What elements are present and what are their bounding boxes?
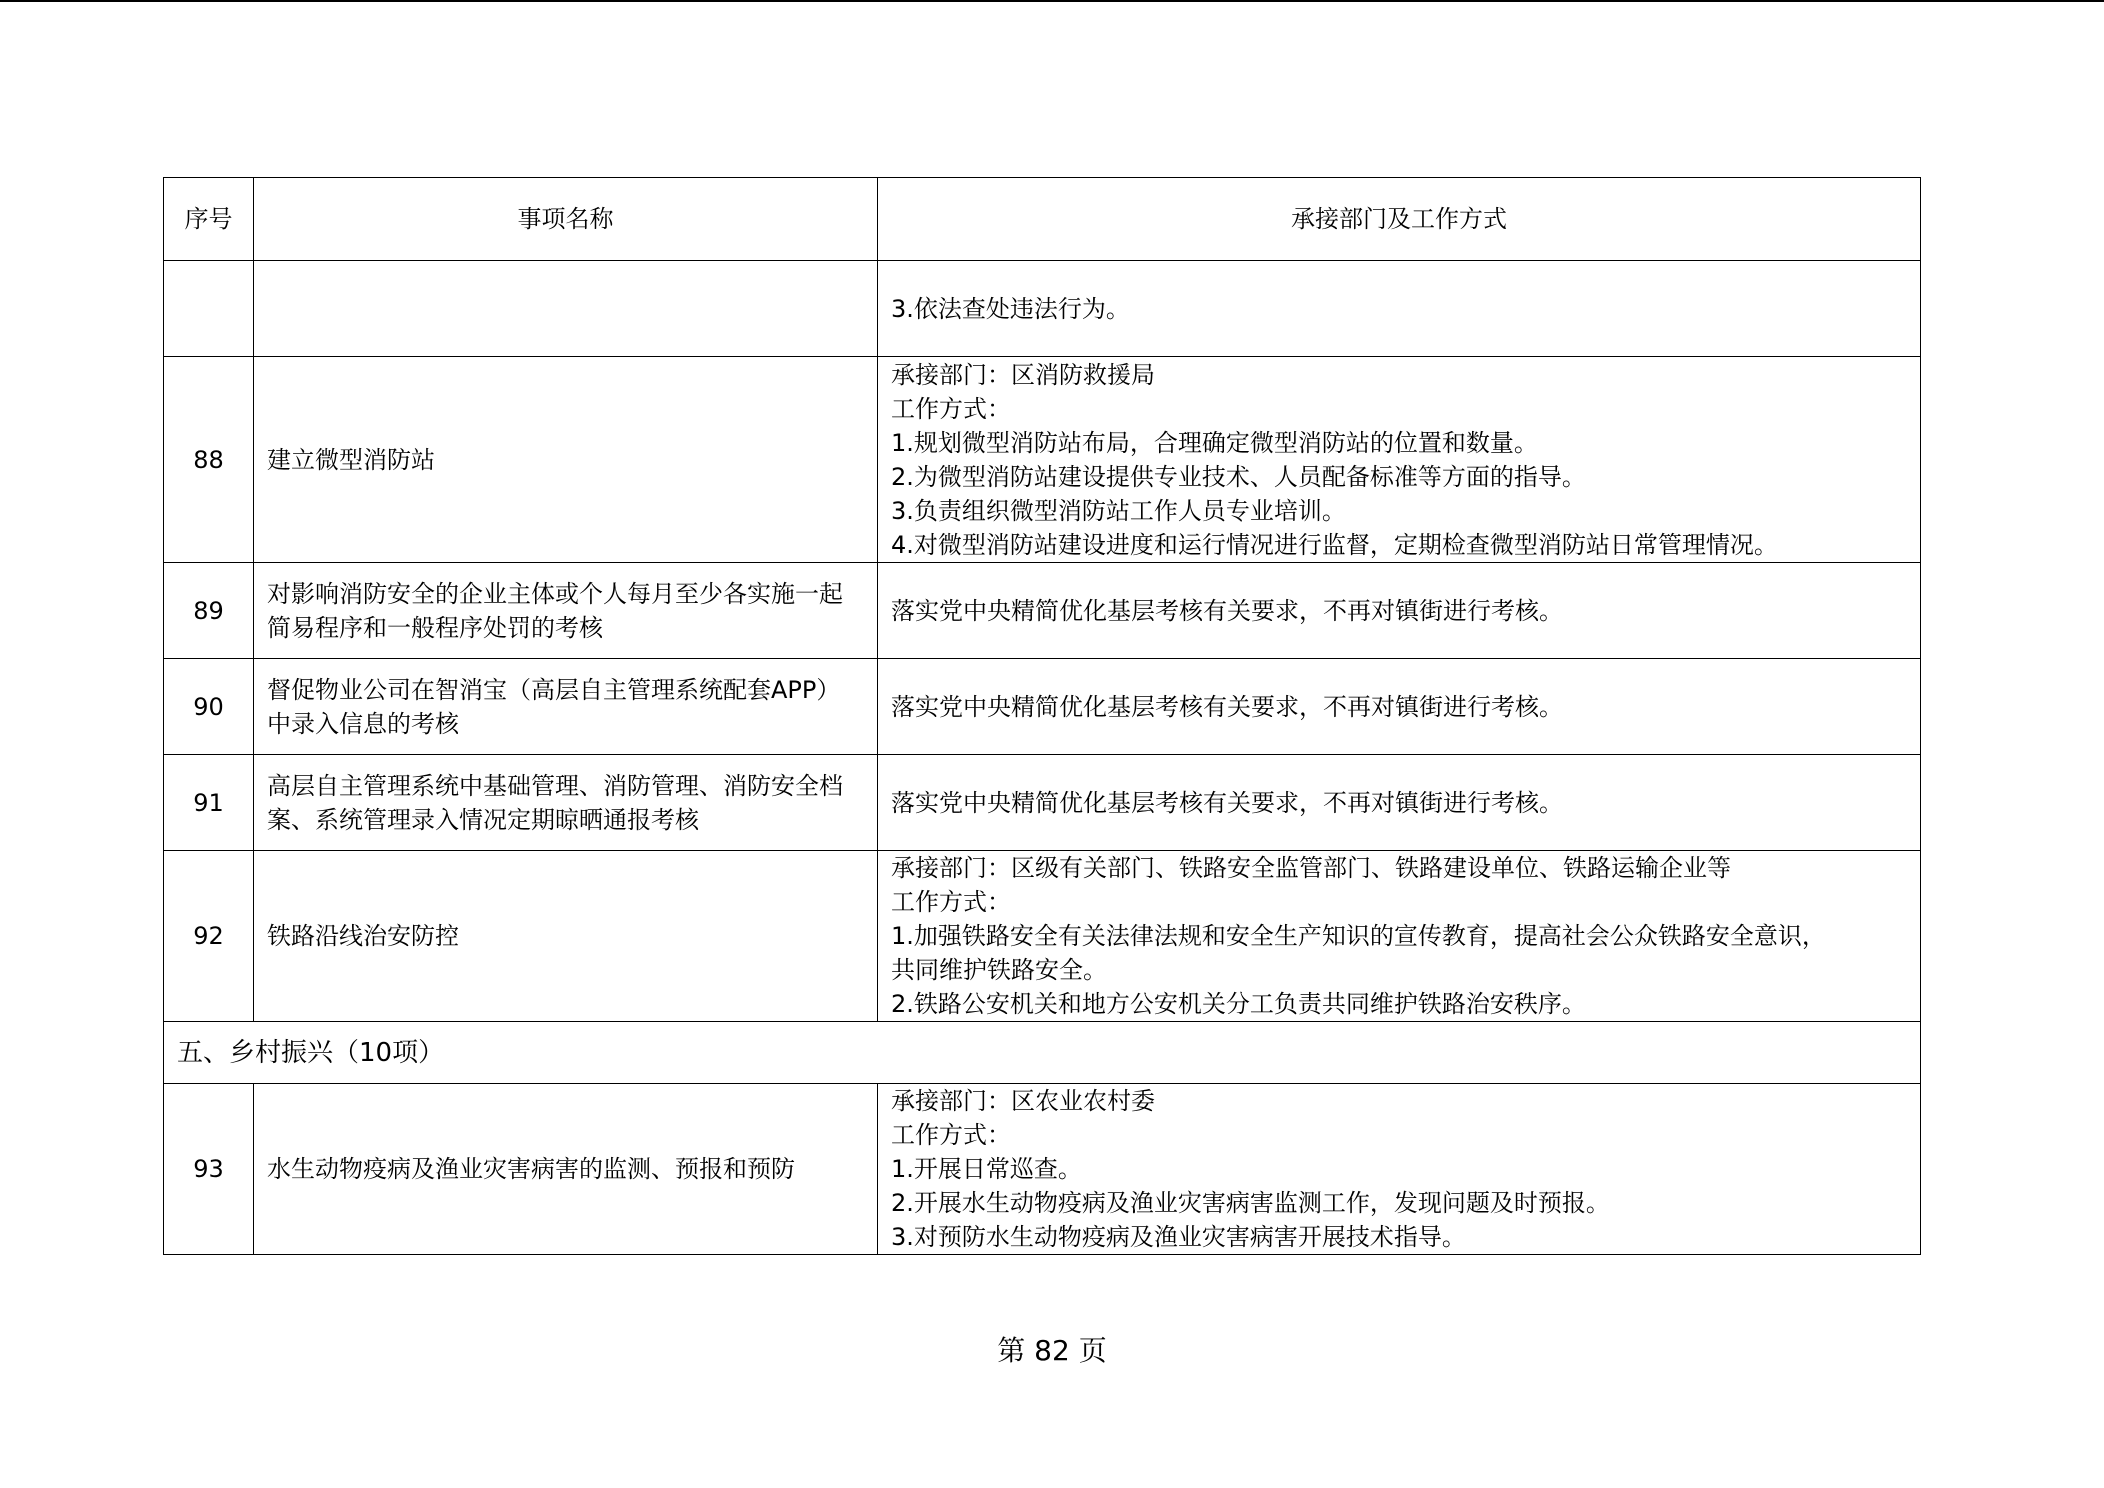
method-line: 共同维护铁路安全。 (891, 956, 1107, 984)
row-department-method (878, 659, 1921, 755)
row-item-name (254, 261, 878, 357)
method-line: 承接部门：区级有关部门、铁路安全监管部门、铁路建设单位、铁路运输企业等 (891, 854, 1731, 882)
method-line: 1.规划微型消防站布局，合理确定微型消防站的位置和数量。 (891, 428, 1538, 457)
row-department-method (878, 1084, 1921, 1255)
method-line: 3.对预防水生动物疫病及渔业灾害病害开展技术指导。 (891, 1223, 1466, 1251)
section-heading-row (164, 1022, 1921, 1084)
header-department-method: 承接部门及工作方式 (878, 178, 1921, 261)
row-index: 90 (164, 659, 254, 755)
table-row (164, 755, 1921, 851)
method-line: 2.开展水生动物疫病及渔业灾害病害监测工作，发现问题及时预报。 (891, 1189, 1610, 1217)
row-department-method (878, 755, 1921, 851)
method-line: 落实党中央精简优化基层考核有关要求，不再对镇街进行考核。 (891, 692, 1563, 721)
item-name-text: 督促物业公司在智消宝（高层自主管理系统配套APP）中录入信息的考核 (267, 675, 841, 738)
table-row (164, 851, 1921, 1022)
method-line: 工作方式： (891, 888, 1011, 916)
row-item-name (254, 659, 878, 755)
table-header-row (164, 178, 1921, 261)
item-name-text: 建立微型消防站 (267, 445, 435, 474)
table-row (164, 659, 1921, 755)
method-line: 承接部门：区消防救援局 (891, 360, 1155, 389)
method-line: 承接部门：区农业农村委 (891, 1087, 1155, 1115)
row-index: 92 (164, 851, 254, 1022)
row-item-name (254, 563, 878, 659)
method-line: 落实党中央精简优化基层考核有关要求，不再对镇街进行考核。 (891, 596, 1563, 625)
method-line: 2.为微型消防站建设提供专业技术、人员配备标准等方面的指导。 (891, 462, 1586, 491)
page-number: 第 82 页 (997, 1334, 1107, 1367)
row-index (164, 261, 254, 357)
header-index: 序号 (164, 178, 254, 261)
method-line: 3.负责组织微型消防站工作人员专业培训。 (891, 496, 1346, 525)
method-line: 落实党中央精简优化基层考核有关要求，不再对镇街进行考核。 (891, 788, 1563, 817)
table-row (164, 261, 1921, 357)
row-department-method (878, 851, 1921, 1022)
table-row (164, 1084, 1921, 1255)
item-name-text: 高层自主管理系统中基础管理、消防管理、消防安全档案、系统管理录入情况定期晾晒通报考核 (267, 771, 843, 834)
item-name-text: 水生动物疫病及渔业灾害病害的监测、预报和预防 (267, 1155, 795, 1183)
method-line: 1.开展日常巡查。 (891, 1155, 1082, 1183)
row-item-name (254, 357, 878, 563)
row-department-method (878, 563, 1921, 659)
row-department-method (878, 357, 1921, 563)
item-name-text: 对影响消防安全的企业主体或个人每月至少各实施一起简易程序和一般程序处罚的考核 (267, 579, 843, 642)
row-item-name (254, 755, 878, 851)
method-line: 工作方式： (891, 394, 1011, 423)
method-line: 3.依法查处违法行为。 (891, 294, 1130, 323)
row-index: 91 (164, 755, 254, 851)
method-line: 2.铁路公安机关和地方公安机关分工负责共同维护铁路治安秩序。 (891, 990, 1586, 1018)
row-index: 93 (164, 1084, 254, 1255)
row-index: 88 (164, 357, 254, 563)
method-line: 4.对微型消防站建设进度和运行情况进行监督，定期检查微型消防站日常管理情况。 (891, 530, 1778, 559)
table-row (164, 357, 1921, 563)
row-department-method (878, 261, 1921, 357)
table-row (164, 563, 1921, 659)
row-item-name (254, 851, 878, 1022)
top-border-line (0, 0, 2104, 2)
method-line: 工作方式： (891, 1121, 1011, 1149)
method-line: 1.加强铁路安全有关法律法规和安全生产知识的宣传教育，提高社会公众铁路安全意识， (891, 922, 1826, 950)
row-item-name (254, 1084, 878, 1255)
items-table (163, 177, 1921, 1255)
section-heading: 五、乡村振兴（10项） (164, 1022, 1921, 1084)
header-item-name: 事项名称 (254, 178, 878, 261)
item-name-text: 铁路沿线治安防控 (267, 922, 459, 950)
row-index: 89 (164, 563, 254, 659)
